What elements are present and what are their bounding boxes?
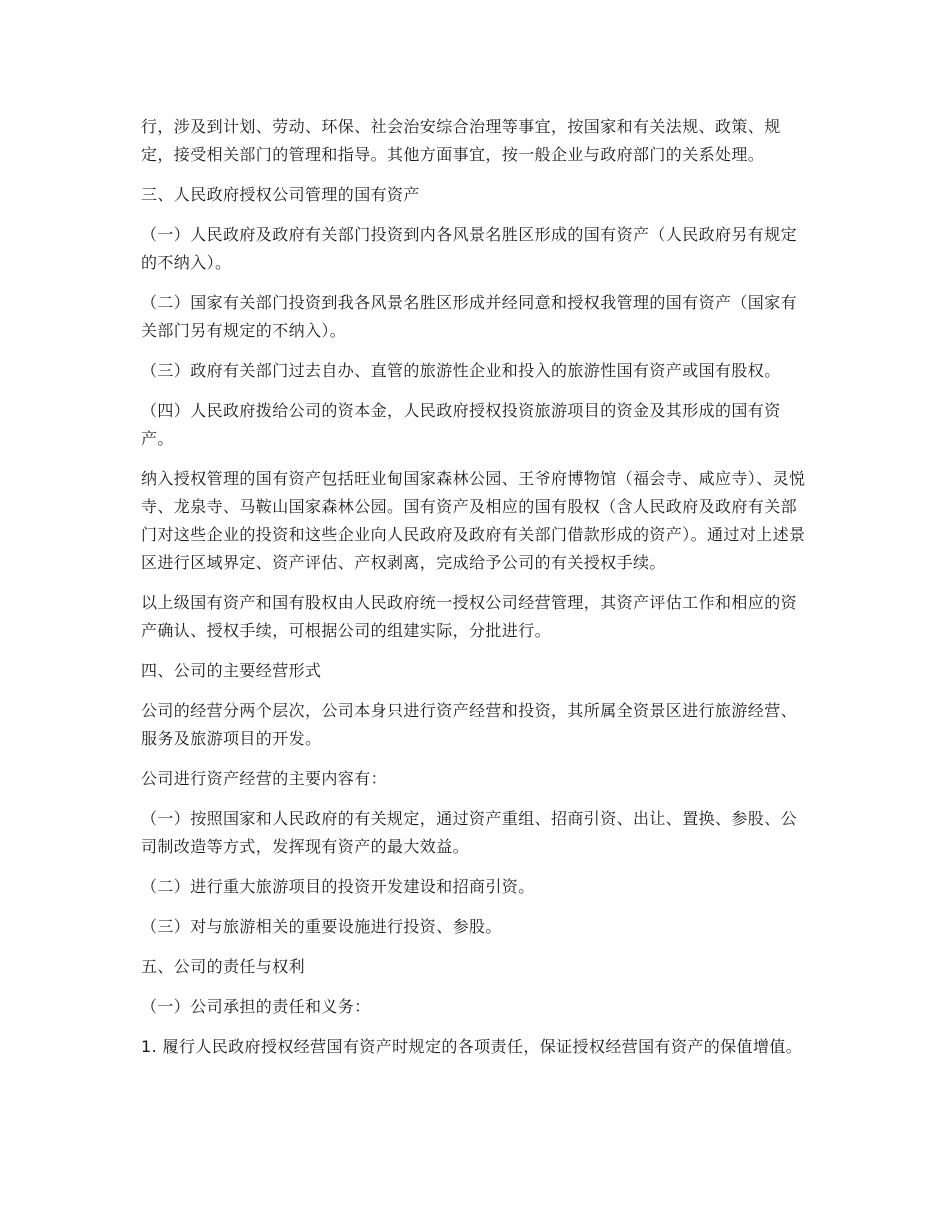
- list-item: （一）按照国家和人民政府的有关规定，通过资产重组、招商引资、出让、置换、参股、公司制改造等方式，发挥现有资产的最大效益。: [141, 809, 798, 856]
- list-item: （二）国家有关部门投资到我各风景名胜区形成并经同意和授权我管理的国有资产（国家有关部门另有规定的不纳入）。: [141, 293, 798, 340]
- paragraph-continuation: 行，涉及到计划、劳动、环保、社会治安综合治理等事宜，按国家和有关法规、政策、规定，接受相关部门的管理和指导。其他方面事宜，按一般企业与政府部门的关系处理。: [141, 117, 781, 164]
- subsection-heading: （一）公司承担的责任和义务：: [141, 997, 371, 1016]
- body-paragraph: 纳入授权管理的国有资产包括旺业甸国家森林公园、王爷府博物馆（福会寺、咸应寺）、灵悦寺、龙泉寺、马鞍山国家森林公园。国有资产及相应的国有股权（含人民政府及政府有关部门对这些企业的投资和这些企业向人民政府及政府有关部门借款形成的资产）。通过对上述景区进行区域界定、资产评估、产权剥离，完成给予公司的有关授权手续。: [141, 469, 806, 572]
- list-item: （一）人民政府及政府有关部门投资到内各风景名胜区形成的国有资产（人民政府另有规定的不纳入）。: [141, 225, 798, 272]
- numbered-item: 1. 履行人民政府授权经营国有资产时规定的各项责任，保证授权经营国有资产的保值增值。: [141, 1037, 803, 1056]
- list-item: （三）政府有关部门过去自办、直管的旅游性企业和投入的旅游性国有资产或国有股权。: [141, 361, 781, 380]
- section-heading-4: 四、公司的主要经营形式: [141, 661, 322, 680]
- section-heading-3: 三、人民政府授权公司管理的国有资产: [141, 185, 420, 204]
- list-item: （四）人民政府拨给公司的资本金，人民政府授权投资旅游项目的资金及其形成的国有资产。: [141, 401, 781, 448]
- body-paragraph: 公司的经营分两个层次，公司本身只进行资产经营和投资，其所属全资景区进行旅游经营、服务及旅游项目的开发。: [141, 701, 798, 748]
- body-paragraph: 以上级国有资产和国有股权由人民政府统一授权公司经营管理，其资产评估工作和相应的资产确认、授权手续，可根据公司的组建实际，分批进行。: [141, 593, 798, 640]
- list-item: （二）进行重大旅游项目的投资开发建设和招商引资。: [141, 877, 535, 896]
- body-paragraph: 公司进行资产经营的主要内容有：: [141, 769, 388, 788]
- list-item: （三）对与旅游相关的重要设施进行投资、参股。: [141, 917, 502, 936]
- section-heading-5: 五、公司的责任与权利: [141, 957, 306, 976]
